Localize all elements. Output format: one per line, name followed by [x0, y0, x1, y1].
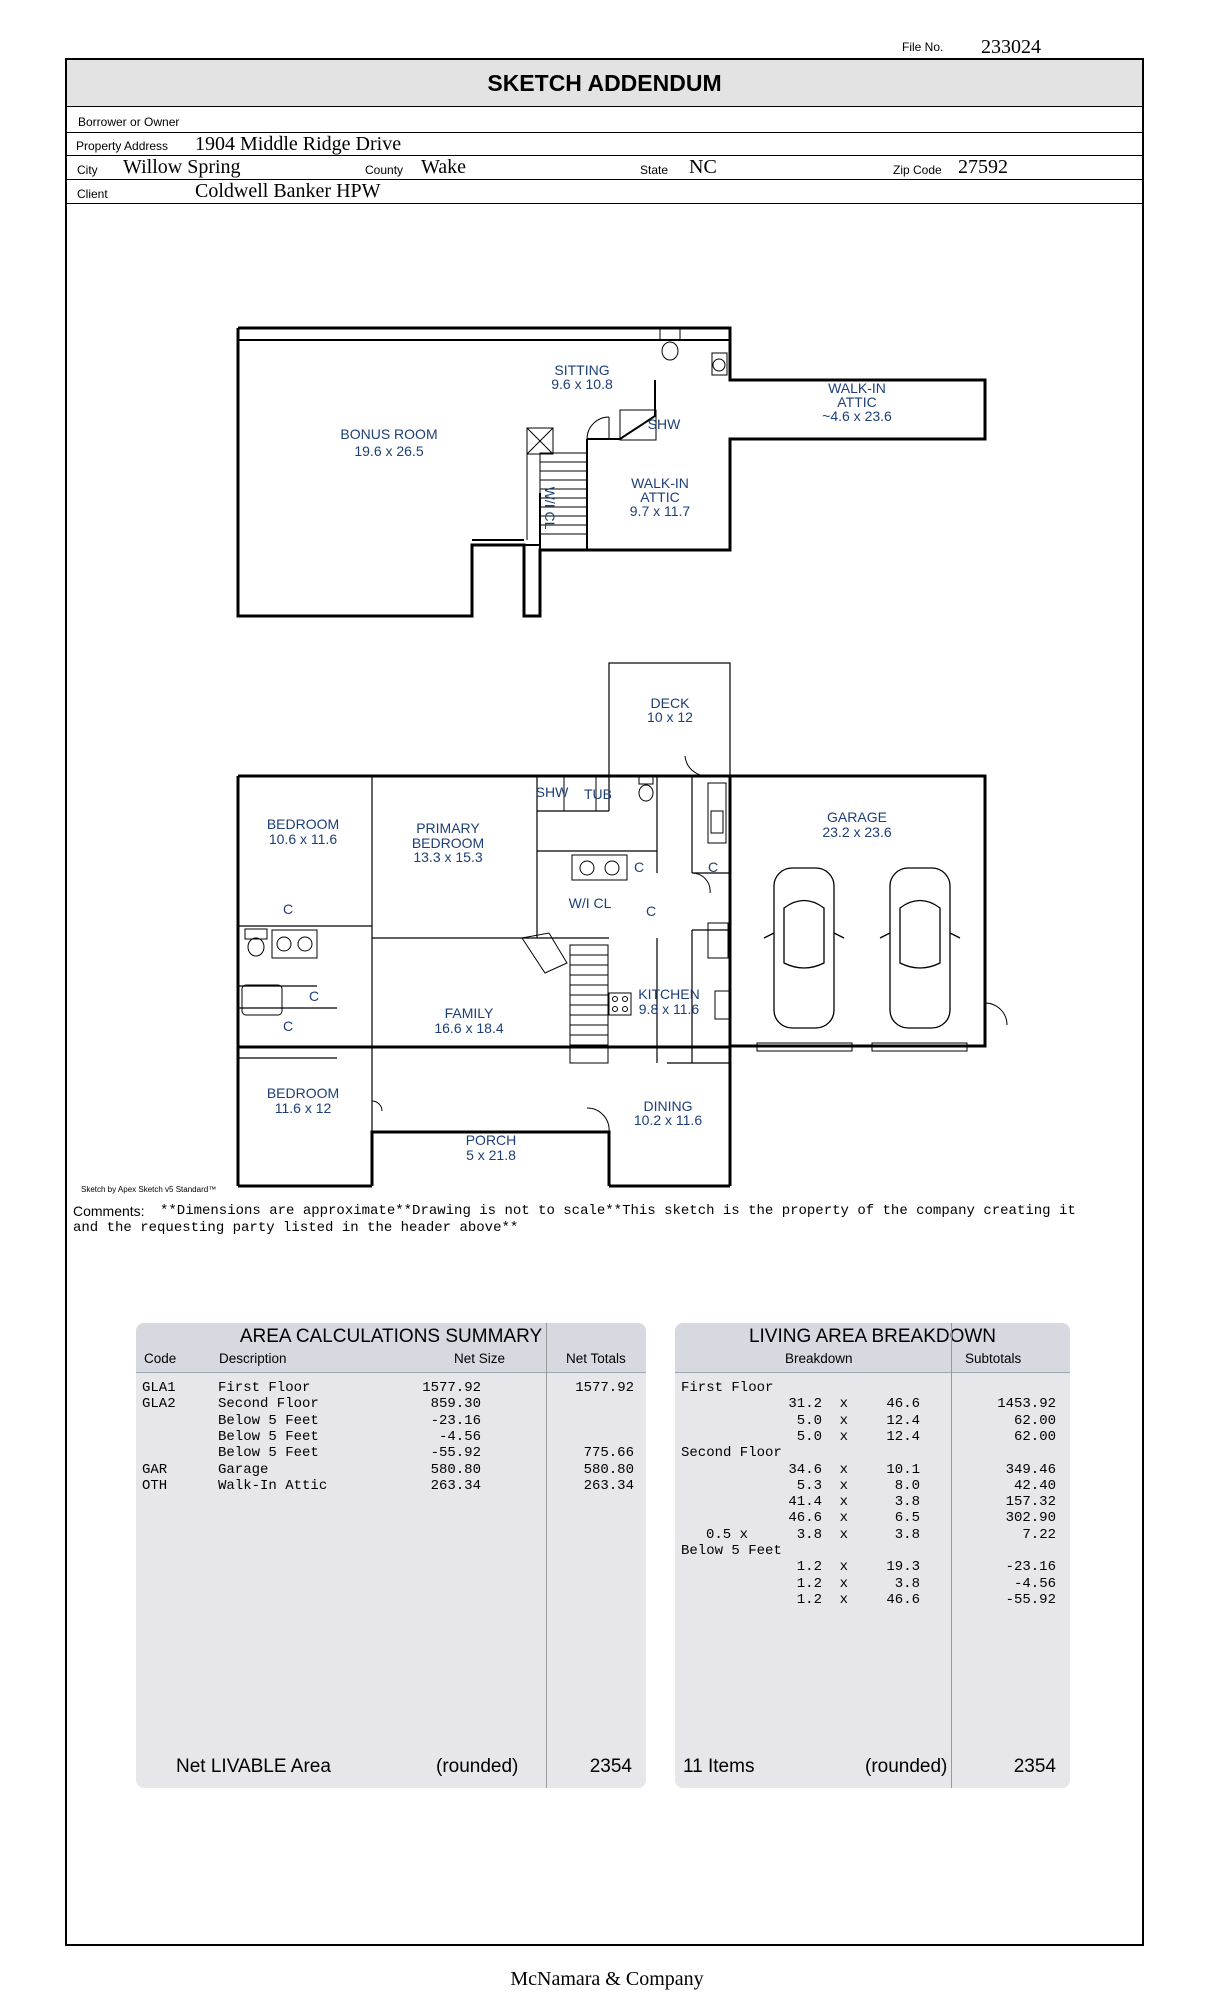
borrower-label: Borrower or Owner [78, 115, 180, 129]
breakdown-width: 46.6 [886, 1591, 920, 1608]
area-summary-code: GLA2 [142, 1396, 176, 1413]
tub-label: TUB [584, 786, 612, 802]
area-summary-code: OTH [142, 1477, 168, 1494]
sketch-credit: Sketch by Apex Sketch v5 Standard™ [81, 1185, 217, 1194]
car-icon [764, 868, 844, 1028]
col-header-breakdown: Breakdown [785, 1351, 853, 1366]
area-summary-net-size: -4.56 [438, 1428, 481, 1445]
breakdown-length: 1.2 [796, 1575, 822, 1592]
car-icon [880, 868, 960, 1028]
breakdown-subtotal: -4.56 [1013, 1575, 1056, 1592]
area-summary-description: Below 5 Feet [218, 1428, 319, 1445]
area-summary-code: GAR [142, 1461, 168, 1478]
column-divider [951, 1323, 952, 1788]
breakdown-length: 41.4 [788, 1494, 822, 1511]
breakdown-subtotal: 1453.92 [997, 1396, 1056, 1413]
area-summary-description: First Floor [218, 1380, 311, 1396]
dining-label: DINING 10.2 x 11.6 [633, 1098, 703, 1128]
closet-label: C [633, 859, 645, 875]
area-summary-description: Garage [218, 1461, 269, 1478]
breakdown-times: x [839, 1461, 848, 1478]
closet-label: C [645, 903, 657, 919]
closet-label: C [282, 1018, 294, 1034]
city-label: City [77, 163, 98, 177]
area-summary-description: Walk-In Attic [218, 1477, 328, 1494]
walkin-closet-upper-label: W/I CL [542, 486, 558, 530]
porch-label: PORCH 5 x 21.8 [465, 1132, 517, 1163]
breakdown-section-label: Below 5 Feet [681, 1543, 782, 1559]
company-footer: McNamara & Company [510, 1968, 704, 1990]
deck-label: DECK 10 x 12 [647, 695, 693, 725]
sitting-room-label: SITTING 9.6 x 10.8 [551, 362, 613, 392]
col-header-subtotals: Subtotals [965, 1351, 1022, 1366]
breakdown-times: x [839, 1591, 848, 1608]
breakdown-subtotal: 62.00 [1013, 1428, 1056, 1445]
breakdown-length: 5.0 [796, 1412, 822, 1429]
col-header-net-size: Net Size [454, 1351, 506, 1366]
breakdown-width: 19.3 [886, 1559, 920, 1576]
item-count: 11 Items [683, 1756, 755, 1777]
breakdown-length: 34.6 [788, 1461, 822, 1478]
breakdown-width: 12.4 [886, 1428, 920, 1445]
kitchen-label: KITCHEN 9.8 x 11.6 [638, 986, 700, 1017]
breakdown-subtotal: 42.40 [1013, 1477, 1056, 1494]
area-summary-net-size: -55.92 [430, 1445, 481, 1462]
breakdown-width: 3.8 [894, 1575, 920, 1592]
walkin-attic-right-label: WALK-IN ATTIC ~4.6 x 23.6 [822, 380, 892, 424]
primary-bedroom-label: PRIMARY BEDROOM 13.3 x 15.3 [411, 820, 485, 865]
property-address-label: Property Address [76, 139, 169, 153]
city-value: Willow Spring [123, 156, 241, 178]
breakdown-subtotal: 7.22 [1022, 1526, 1056, 1543]
lower-floor-walls [238, 663, 730, 1132]
breakdown-rounded: (rounded) [865, 1756, 948, 1777]
breakdown-subtotal: 349.46 [1005, 1461, 1056, 1478]
area-summary-net-total: 580.80 [583, 1461, 634, 1478]
file-number-label: File No. [902, 40, 944, 54]
closet-label: C [282, 901, 294, 917]
walkin-attic-center-label: WALK-IN ATTIC 9.7 x 11.7 [629, 475, 691, 519]
net-livable-label: Net LIVABLE Area [176, 1756, 331, 1777]
breakdown-width: 46.6 [886, 1396, 920, 1413]
zip-value: 27592 [958, 156, 1008, 178]
breakdown-width: 12.4 [886, 1412, 920, 1429]
breakdown-length: 1.2 [796, 1559, 822, 1576]
net-livable-rounded: (rounded) [436, 1756, 519, 1777]
breakdown-length: 5.0 [796, 1428, 822, 1445]
breakdown-width: 8.0 [894, 1477, 920, 1494]
area-summary-title: AREA CALCULATIONS SUMMARY [239, 1326, 543, 1347]
breakdown-times: x [839, 1559, 848, 1576]
breakdown-subtotal: 302.90 [1005, 1510, 1056, 1527]
breakdown-length: 3.8 [796, 1526, 822, 1543]
area-summary-net-size: -23.16 [430, 1412, 481, 1429]
area-summary-description: Below 5 Feet [218, 1412, 319, 1429]
area-summary-net-total: 1577.92 [575, 1380, 634, 1396]
area-summary-description: Second Floor [218, 1396, 319, 1413]
column-divider [546, 1323, 547, 1788]
area-summary-net-total: 263.34 [583, 1477, 634, 1494]
area-summary-net-size: 1577.92 [422, 1380, 481, 1396]
living-area-breakdown-panel [675, 1323, 1070, 1788]
lower-floor-fixtures [242, 756, 1007, 1132]
property-address-value: 1904 Middle Ridge Drive [195, 133, 402, 155]
closet-label: C [707, 859, 719, 875]
breakdown-width: 10.1 [886, 1461, 920, 1478]
breakdown-times: x [839, 1477, 848, 1494]
breakdown-length: 5.3 [796, 1477, 822, 1494]
area-summary-net-size: 263.34 [430, 1477, 481, 1494]
comments-text-continued: and the requesting party listed in the header above** [73, 1220, 519, 1236]
panel-header [136, 1323, 646, 1373]
walkin-closet-lower-label: W/I CL [568, 895, 612, 911]
shower-upper-label: SHW [647, 416, 681, 432]
area-summary-net-total: 775.66 [583, 1445, 634, 1462]
breakdown-width: 3.8 [894, 1494, 920, 1511]
breakdown-length: 46.6 [788, 1510, 822, 1527]
col-header-net-totals: Net Totals [566, 1351, 626, 1366]
breakdown-section-label: First Floor [681, 1380, 774, 1396]
col-header-code: Code [144, 1351, 177, 1366]
county-value: Wake [421, 156, 467, 178]
breakdown-width: 3.8 [894, 1526, 920, 1543]
breakdown-times: x [839, 1526, 848, 1543]
living-breakdown-title: LIVING AREA BREAKDOWN [748, 1326, 997, 1347]
comments-text: **Dimensions are approximate**Drawing is not to scale**This sketch is the property of the company creating it [160, 1203, 1076, 1219]
page-title: SKETCH ADDENDUM [67, 60, 1142, 107]
county-label: County [365, 163, 404, 177]
breakdown-times: x [839, 1412, 848, 1429]
breakdown-length: 31.2 [788, 1396, 822, 1413]
breakdown-times: x [839, 1494, 848, 1511]
area-summary-description: Below 5 Feet [218, 1445, 319, 1462]
breakdown-subtotal: 62.00 [1013, 1412, 1056, 1429]
col-header-description: Description [219, 1351, 287, 1366]
state-label: State [640, 163, 669, 177]
breakdown-width: 6.5 [894, 1510, 920, 1527]
panel-header [675, 1323, 1070, 1373]
net-livable-total: 2354 [589, 1756, 632, 1777]
breakdown-total: 2354 [1013, 1756, 1056, 1777]
breakdown-length: 1.2 [796, 1591, 822, 1608]
breakdown-times: x [839, 1428, 848, 1445]
state-value: NC [689, 156, 717, 178]
floor-plan-sketch [67, 203, 1142, 1203]
zip-label: Zip Code [893, 163, 942, 177]
client-value: Coldwell Banker HPW [195, 180, 381, 202]
comments-label: Comments: [73, 1203, 145, 1219]
breakdown-subtotal: 157.32 [1005, 1494, 1056, 1511]
breakdown-times: x [839, 1396, 848, 1413]
bonus-room-label: BONUS ROOM 19.6 x 26.5 [340, 426, 438, 459]
breakdown-section-label: Second Floor [681, 1445, 782, 1462]
area-summary-net-size: 580.80 [430, 1461, 481, 1478]
area-summary-net-size: 859.30 [430, 1396, 481, 1413]
bedroom-1-label: BEDROOM 10.6 x 11.6 [266, 816, 340, 847]
breakdown-times: x [839, 1510, 848, 1527]
family-room-label: FAMILY 16.6 x 18.4 [434, 1005, 504, 1036]
bedroom-2-label: BEDROOM 11.6 x 12 [266, 1085, 340, 1116]
shower-lower-label: SHW [535, 784, 569, 800]
closet-label: C [308, 988, 320, 1004]
breakdown-subtotal: -55.92 [1005, 1591, 1056, 1608]
breakdown-factor: 0.5 x [705, 1526, 748, 1543]
area-summary-code: GLA1 [142, 1380, 176, 1396]
area-calculations-panel [136, 1323, 646, 1788]
garage-label: GARAGE 23.2 x 23.6 [822, 809, 892, 840]
upper-floor-outline [238, 328, 985, 616]
client-label: Client [77, 187, 108, 201]
file-number-value: 233024 [981, 36, 1041, 58]
breakdown-times: x [839, 1575, 848, 1592]
breakdown-subtotal: -23.16 [1005, 1559, 1056, 1576]
